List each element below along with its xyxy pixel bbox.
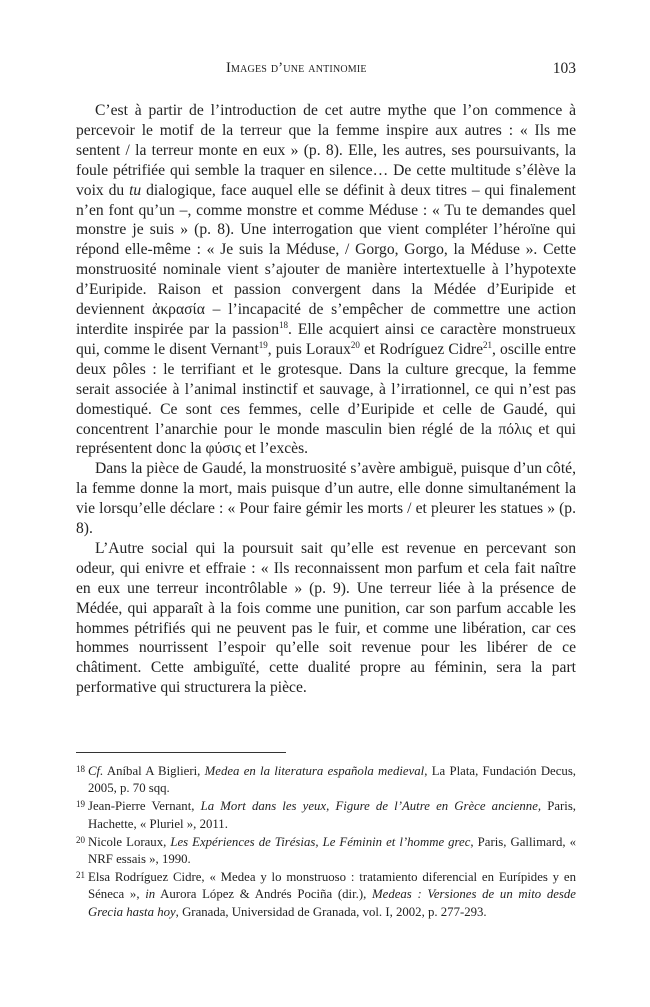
footnote-21-editors: Aurora López & Andrés Pociña (dir.), — [155, 887, 372, 902]
paragraph-2: Dans la pièce de Gaudé, la monstruosité s’avère ambiguë, puisque d’un côté, la femme donne la mort, mais puisque d’un autre, elle donne simultanément la vie lorsqu’elle déclare : « Pour faire gémir les morts / et pleurer les statues » (p. 8). — [76, 460, 576, 538]
footnote-18-title: Medea en la literatura española medieval — [204, 764, 425, 778]
footnote-ref-21[interactable]: 21 — [483, 339, 493, 350]
paragraph-1-text-e: , puis Loraux — [267, 340, 351, 358]
footnote-20-publisher: , Paris, Gallimard, « NRF essais », 1990. — [88, 834, 576, 867]
page-number: 103 — [552, 60, 576, 77]
footnote-21-publisher: , Granada, Universidad de Granada, vol. I, 2002, p. 277-293. — [175, 904, 487, 919]
footnotes — [76, 763, 576, 922]
footnote-19 — [76, 798, 576, 832]
paragraph-3: L’Autre social qui la poursuit sait qu’elle est revenue en percevant son odeur, qui enivre et effraie : « Ils reconnaissent mon parfum et cela fait naître en eux une terreur incontrôlable » (p. 9). Une terreur liée à la présence de Médée, qui apparaît à la fois comme une punition, car son parfum accable les hommes pétrifiés qui ne peuvent pas le fuir, et comme une libération, car ces hommes nourrissent l’espoir qu’elle soit revenue pour les libérer de ce châtiment. Cette ambiguïté, cette dualité propre au féminin, sera la part performative qui structurera la pièce. — [76, 539, 576, 697]
footnote-separator — [76, 752, 286, 753]
footnote-21-in: in — [145, 887, 156, 902]
running-title: Images d’une antinomie — [226, 60, 367, 76]
footnote-ref-18[interactable]: 18 — [279, 319, 288, 330]
footnote-number: 21 — [76, 870, 85, 881]
footnote-20-title: Les Expériences de Tirésias, Le Féminin et l’homme grec — [170, 834, 471, 849]
footnote-number: 19 — [76, 799, 85, 810]
footnote-18 — [76, 763, 576, 797]
footnote-18-cf: Cf. — [88, 764, 104, 778]
footnote-ref-19[interactable]: 19 — [258, 339, 268, 350]
footnote-19-author: Jean-Pierre Vernant, — [88, 799, 201, 814]
paragraph-1-text-a: C’est à partir de l’introduction de cet autre mythe que l’on commence à percevoir le motif de la terreur que la femme inspire aux autres : « Ils me sentent / la terreur monte en eux » (p. 8). Elle, les autres, ses poursuivants, la foule pétrifiée qui semble la traquer en silence… De cette multitude s’élève la voix du — [76, 102, 576, 199]
footnote-20-author: Nicole Loraux, — [88, 834, 171, 849]
footnote-21 — [76, 869, 576, 921]
footnote-ref-20[interactable]: 20 — [350, 339, 360, 350]
footnote-21-title: Medeas : Versiones de un mito desde Grecia hasta hoy — [88, 887, 576, 919]
paragraph-1 — [76, 101, 576, 459]
footnote-19-title: La Mort dans les yeux, Figure de l’Autre en Grèce ancienne, — [200, 799, 542, 814]
footnote-number: 18 — [76, 764, 85, 774]
footnote-21-author-article: Elsa Rodríguez Cidre, « Medea y lo monstruoso : tratamiento diferencial en Eurípides y en Séneca », — [88, 870, 576, 902]
footnote-number: 20 — [76, 834, 85, 845]
paragraph-1-emphasis-tu: tu — [129, 181, 142, 199]
body-text — [76, 101, 576, 698]
paragraph-1-text-g: , oscille entre deux pôles : le terrifiant et le grotesque. Dans la culture grecque, la femme serait associée à l’animal instinctif et sauvage, à l’irrationnel, ce qui n’est pas domestiqué. Ce sont ces femmes, celle d’Euripide et celle de Gaudé, qui concentrent l’anarchie pour le monde masculin bien réglé de la πόλις et qui représentent donc la φύσις et l’excès. — [76, 340, 576, 458]
footnote-20 — [76, 834, 576, 868]
footnote-19-publisher: Paris, Hachette, « Pluriel », 2011. — [88, 799, 577, 831]
paragraph-1-text-c: dialogique, face auquel elle se définit à deux titres – qui finalement n’en font qu’un –, comme monstre et comme Méduse : « Tu te demandes quel monstre je suis » (p. 8). Une interrogation que vient compléter l’héroïne qui répond elle-même : « Je suis la Méduse, / Gorgo, Gorgo, la Méduse ». Cette monstruosité nominale vient s’ajouter de manière intertextuelle à l’hypotexte d’Euripide. Raison et passion convergent dans la Médée d’Euripide et deviennent ἀκρασία – l’incapacité de s’empêcher de commettre une action interdite inspirée par la passion — [76, 181, 576, 338]
footnote-18-publisher: , La Plata, Fundación Decus, 2005, p. 70 sqq. — [88, 764, 576, 796]
paragraph-1-text-f: et Rodríguez Cidre — [359, 340, 484, 358]
footnote-18-author: Aníbal A Biglieri, — [103, 764, 205, 778]
running-header — [76, 60, 576, 82]
paragraph-1-text-d: . Elle acquiert ainsi ce caractère monstrueux qui, comme le disent Vernant — [76, 320, 576, 358]
